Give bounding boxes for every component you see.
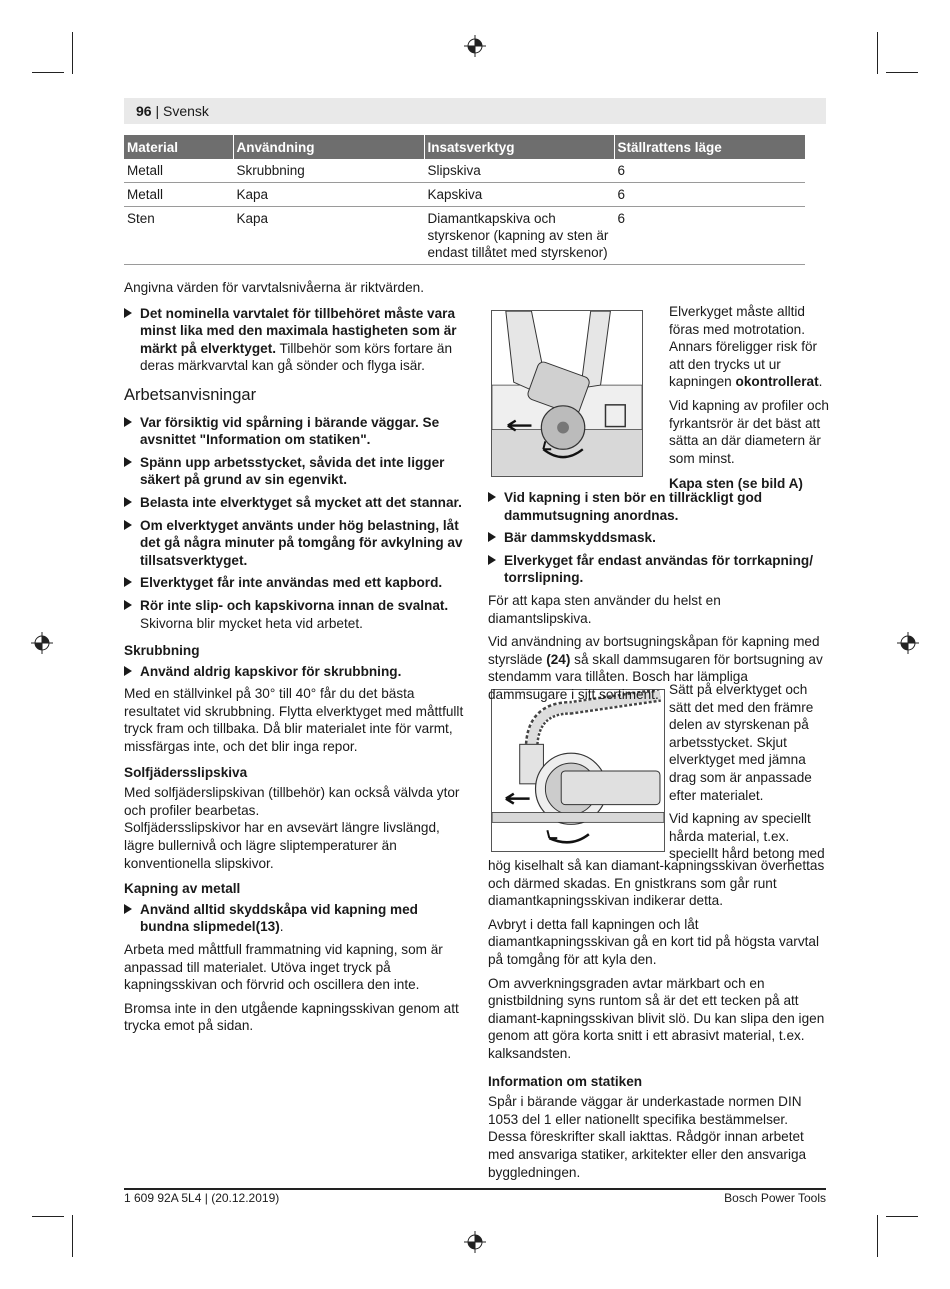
table-cell: 6	[614, 159, 805, 183]
paragraph: Arbeta med måttfull frammatning vid kapning, som är anpassad till materialet. Utöva inget tryck på kapningsskivan och förvrid och oscillera den inte.	[124, 942, 443, 993]
paragraph-text: Elverkyget måste alltid föras med motrotation. Annars föreligger risk för att den trycks ut ur kapningen	[669, 304, 818, 390]
crop-mark	[877, 32, 878, 74]
right-side-text-1	[669, 303, 829, 496]
section-heading-skrubbning: Skrubbning	[124, 643, 200, 659]
registration-mark-icon	[464, 1231, 486, 1253]
instruction-text: Var försiktig vid spårning i bärande väggar. Se avsnittet "Information om statiken".	[140, 414, 440, 448]
table-header-row	[124, 135, 805, 159]
table-row	[124, 183, 805, 207]
instruction-item	[488, 489, 828, 524]
bullet-arrow-icon	[488, 492, 496, 502]
table-header-cell: Användning	[233, 135, 424, 159]
paragraph: Om avverkningsgraden avtar märkbart och en gnistbildning syns runtom så är det ett tecken på att diamant-kapningsskivan blivit slö. Du kan slipa den igen genom att göra korta snitt i ett abrasivt material, t.ex. kalksandsten.	[488, 975, 825, 1061]
section-heading-arbetsanvisningar: Arbetsanvisningar	[124, 385, 257, 404]
punctuation: .	[818, 374, 823, 390]
warning-item	[124, 305, 464, 375]
right-column-bottom	[488, 857, 828, 1187]
paragraph: Avbryt i detta fall kapningen och låt diamantkapningsskivan gå en kort tid på högsta varvtal på tomgång för att kyla den.	[488, 916, 819, 967]
instruction-item	[124, 414, 464, 449]
paragraph: Bromsa inte in den utgående kapningsskivan genom att trycka emot på sidan.	[124, 1000, 459, 1034]
instruction-text: Använd aldrig kapskivor för skrubbning.	[140, 663, 402, 679]
table-cell: Slipskiva	[424, 159, 614, 183]
crop-mark	[877, 1215, 878, 1257]
table-cell: Kapskiva	[424, 183, 614, 207]
instruction-text: Använd alltid skyddskåpa vid kapning med bundna slipmedel	[140, 901, 418, 935]
right-column	[488, 489, 828, 710]
cutting-illustration-2	[491, 689, 665, 852]
instruction-item	[488, 529, 828, 547]
paragraph: Vid kapning av profiler och fyrkantsrör är det bäst att sätta an där diametern är som minst.	[669, 397, 829, 466]
paragraph: För att kapa sten använder du helst en diamantslipskiva.	[488, 592, 721, 626]
paragraph: Spår i bärande väggar är underkastade normen DIN 1053 del 1 eller nationellt specifika bestämmelser. Dessa föreskrifter skall iakttas. Rådgör innan arbetet med ansvariga statiker, arkitekter eller den ansvariga byggledningen.	[488, 1094, 807, 1180]
table-cell: Skrubbning	[233, 159, 424, 183]
paragraph-bold: okontrollerat	[735, 374, 819, 390]
instruction-item	[124, 663, 464, 681]
bullet-arrow-icon	[124, 417, 132, 427]
table-cell: Metall	[124, 159, 233, 183]
crop-mark	[32, 1216, 64, 1217]
registration-mark-icon	[897, 632, 919, 654]
bullet-arrow-icon	[124, 520, 132, 530]
crop-mark	[72, 32, 73, 74]
instruction-text: Spänn upp arbetsstycket, såvida det inte ligger säkert på grund av sin egenvikt.	[140, 454, 445, 488]
table-cell: 6	[614, 183, 805, 207]
instruction-text: Belasta inte elverktyget så mycket att det stannar.	[140, 494, 462, 510]
instruction-item	[124, 901, 464, 936]
footer-doc-code: 1 609 92A 5L4 | (20.12.2019)	[124, 1191, 280, 1205]
registration-mark-icon	[31, 632, 53, 654]
crop-mark	[886, 72, 918, 73]
section-heading-solfjaders: Solfjädersslipskiva	[124, 764, 248, 780]
table-header-cell: Material	[124, 135, 233, 159]
table-header-cell: Ställrattens läge	[614, 135, 805, 159]
paragraph-text: Vid användning av bortsugningskåpan för kapning med styrsläde	[488, 634, 820, 667]
instruction-text: Bär dammskyddsmask.	[504, 530, 656, 546]
punctuation: .	[279, 919, 284, 935]
bullet-arrow-icon	[124, 457, 132, 467]
section-heading-kapning-metall: Kapning av metall	[124, 881, 241, 897]
section-heading-statiken: Information om statiken	[488, 1073, 643, 1089]
bullet-arrow-icon	[124, 577, 132, 587]
instruction-bold-text: Rör inte slip- och kapskivorna innan de svalnat.	[140, 597, 449, 613]
bullet-arrow-icon	[124, 666, 132, 676]
paragraph: Solfjädersslipskivor har en avsevärt längre livslängd, lägre bullernivå och lägre sliptemperaturer än konventionella slipskivor.	[124, 820, 440, 871]
part-reference: (24)	[546, 651, 571, 667]
page-language: Svensk	[163, 103, 209, 119]
warning-bold-text: Det nominella varvtalet för tillbehöret måste vara minst lika med den maximala hastigheten som är märkt på elverktyget.	[140, 305, 457, 356]
paragraph	[669, 303, 829, 391]
instruction-item	[124, 454, 464, 489]
paragraph: hög kiselhalt så kan diamant-kapningsskivan överhettas och därmed skadas. En gnistkrans som går runt diamantkapningsskivan indikerar detta.	[488, 858, 825, 909]
paragraph-line: Med solfjäderslipskivan (tillbehör) kan också välvda ytor och profiler bearbetas.	[124, 785, 460, 818]
bullet-arrow-icon	[124, 904, 132, 914]
paragraph-text: så skall dammsugaren för bortsugning av stendamm vara tillåten. Bosch har lämpliga dammsugare i sitt sortiment.	[488, 651, 823, 702]
paragraph: Sätt på elverktyget och sätt det med den främre delen av styrskenan på arbetsstycket. Skjut elverktyget med jämna drag som är anpassade efter materialet.	[669, 682, 814, 803]
table-cell: Kapa	[233, 183, 424, 207]
bullet-arrow-icon	[124, 497, 132, 507]
part-reference: (13)	[255, 919, 280, 935]
bullet-arrow-icon	[488, 555, 496, 565]
instruction-text: Skivorna blir mycket heta vid arbetet.	[140, 615, 363, 631]
instruction-item	[488, 552, 828, 587]
footer-divider	[124, 1188, 826, 1190]
table-cell: 6	[614, 207, 805, 265]
header-separator: |	[155, 103, 163, 119]
instruction-text: Vid kapning i sten bör en tillräckligt god dammutsugning anordnas.	[504, 490, 763, 523]
instruction-text: Elverktyget får inte användas med ett kapbord.	[140, 575, 443, 591]
table-row	[124, 159, 805, 183]
instruction-text: Om elverktyget använts under hög belastning, låt det gå några minuter på tomgång för avkylning av tillsatsverktyget.	[140, 517, 463, 568]
instruction-text: Elverkyget får endast användas för torrkapning/ torrslipning.	[504, 552, 813, 586]
paragraph	[124, 784, 464, 819]
paragraph: Vid kapning av speciellt hårda material, t.ex. speciellt hård betong med	[669, 811, 825, 862]
instruction-item	[124, 597, 464, 632]
table-cell: Metall	[124, 183, 233, 207]
cutting-illustration-1	[491, 310, 643, 477]
table-cell: Sten	[124, 207, 233, 265]
table-header-cell: Insatsverktyg	[424, 135, 614, 159]
speed-note: Angivna värden för varvtalsnivåerna är riktvärden.	[124, 280, 424, 295]
table-cell: Diamantkapskiva och styrskenor (kapning av sten är endast tillåtet med styrskenor)	[424, 207, 614, 265]
left-column	[124, 279, 464, 1041]
footer-brand: Bosch Power Tools	[724, 1191, 826, 1205]
warning-text: Tillbehör som körs fortare än deras märkvarvtal kan gå sönder och flyga isär.	[140, 340, 453, 374]
registration-mark-icon	[464, 35, 486, 57]
table-row	[124, 207, 805, 265]
right-side-text-2	[669, 681, 829, 863]
instruction-item	[124, 574, 464, 592]
bullet-arrow-icon	[124, 308, 132, 318]
crop-mark	[32, 72, 64, 73]
crop-mark	[72, 1215, 73, 1257]
page-header	[124, 98, 826, 124]
page-number: 96	[136, 103, 152, 119]
section-heading-kapa-sten: Kapa sten (se bild A)	[669, 476, 803, 492]
speed-settings-table	[124, 135, 805, 265]
bullet-arrow-icon	[488, 532, 496, 542]
table-cell: Kapa	[233, 207, 424, 265]
bullet-arrow-icon	[124, 600, 132, 610]
instruction-item	[124, 494, 464, 512]
crop-mark	[886, 1216, 918, 1217]
paragraph: Med en ställvinkel på 30° till 40° får du det bästa resultatet vid skrubbning. Flytta elverktyget med måttfullt tryck fram och tillbaka. Då blir materialet inte för varmt, missfärgas inte, och det blir inga repor.	[124, 686, 464, 755]
instruction-item	[124, 517, 464, 570]
